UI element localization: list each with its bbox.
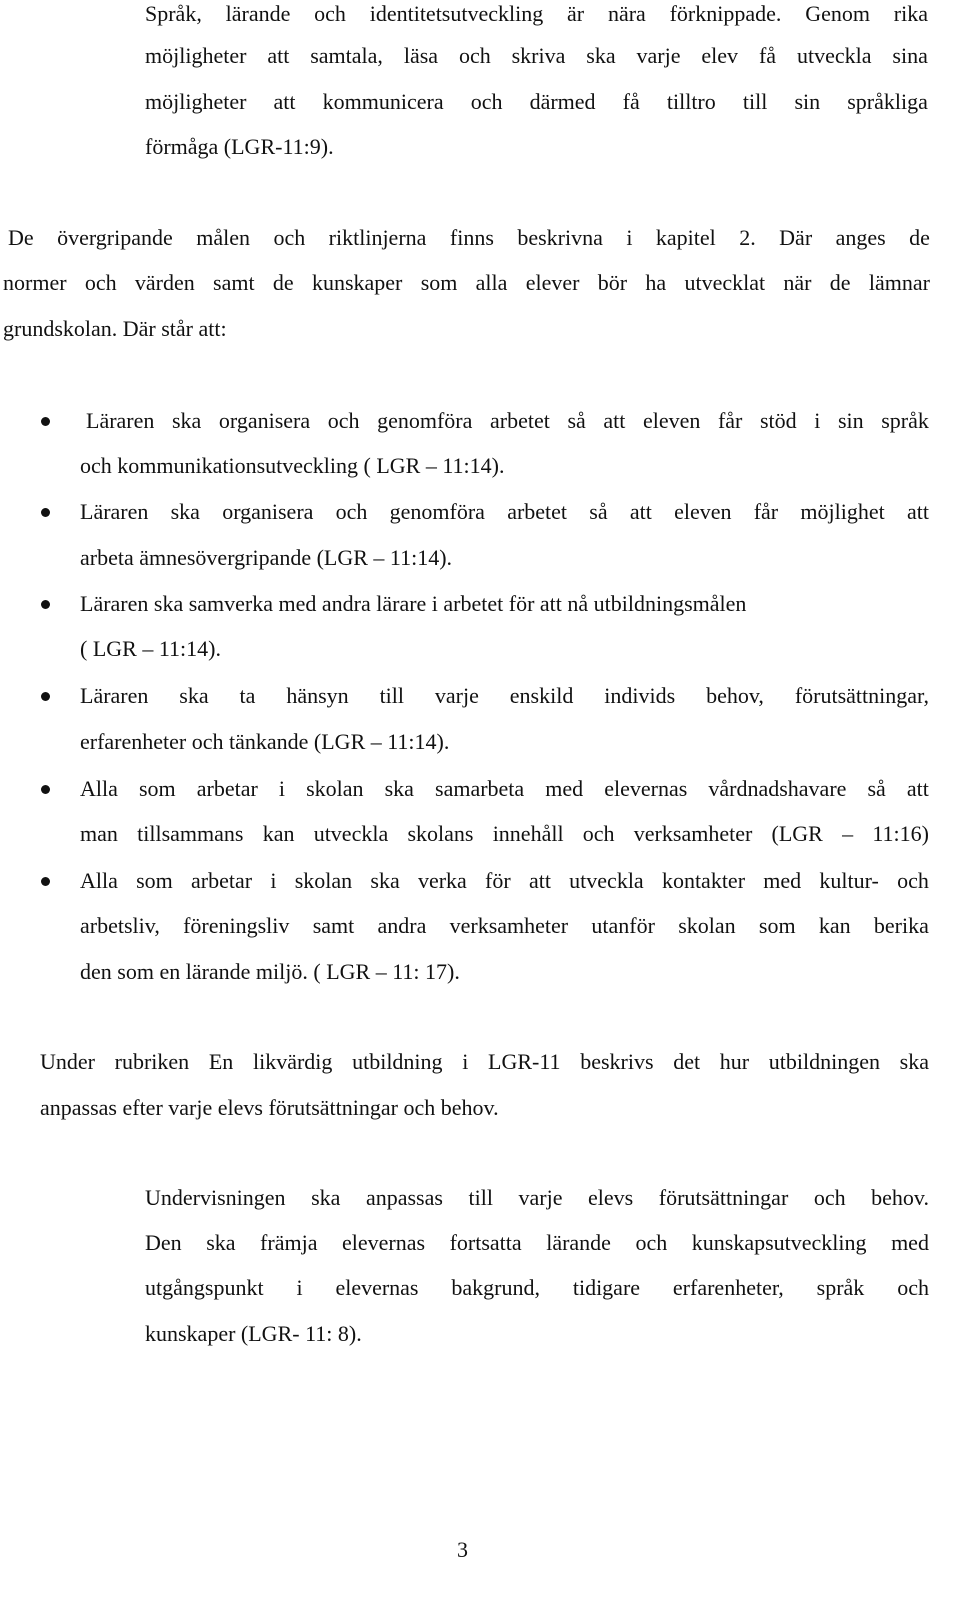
bullet-icon [41,785,50,794]
text-line: Språk, lärande och identitetsutveckling är nära förknippade. Genom rika [145,1,928,26]
text-line: grundskolan. Där står att: [3,316,227,341]
text-line: Läraren ska samverka med andra lärare i arbetet för att nå utbildningsmålen [80,591,747,616]
text-line: man tillsammans kan utveckla skolans innehåll och verksamheter (LGR – 11:16) [80,821,929,846]
text-line: normer och värden samt de kunskaper som alla elever bör ha utvecklat när de lämnar [3,270,930,295]
text-line: De övergripande målen och riktlinjerna finns beskrivna i kapitel 2. Där anges de [8,225,930,250]
text-line: arbeta ämnesövergripande (LGR – 11:14). [80,545,453,570]
text-line: kunskaper (LGR- 11: 8). [145,1321,362,1346]
text-line: erfarenheter och tänkande (LGR – 11:14). [80,729,450,754]
page-number: 3 [457,1537,468,1562]
text-line: Alla som arbetar i skolan ska samarbeta med elevernas vårdnadshavare så att [80,776,929,801]
text-line: förmåga (LGR-11:9). [145,134,334,159]
text-line: Läraren ska organisera och genomföra arbetet så att eleven får stöd i sin språk [86,408,929,433]
bullet-icon [41,600,50,609]
text-line: Under rubriken En likvärdig utbildning i LGR-11 beskrivs det hur utbildningen ska [40,1049,929,1074]
text-line: Läraren ska organisera och genomföra arbetet så att eleven får möjlighet att [80,499,929,524]
text-line: utgångspunkt i elevernas bakgrund, tidigare erfarenheter, språk och [145,1275,929,1300]
text-line: arbetsliv, föreningsliv samt andra verksamheter utanför skolan som kan berika [80,913,929,938]
bullet-icon [41,508,50,517]
text-line: Alla som arbetar i skolan ska verka för att utveckla kontakter med kultur- och [80,868,929,893]
text-line: och kommunikationsutveckling ( LGR – 11:14). [80,453,505,478]
text-line: möjligheter att samtala, läsa och skriva ska varje elev få utveckla sina [145,43,928,68]
text-line: ( LGR – 11:14). [80,636,221,661]
bullet-icon [41,692,50,701]
text-line: Den ska främja elevernas fortsatta lärande och kunskapsutveckling med [145,1230,929,1255]
bullet-icon [41,877,50,886]
text-line: den som en lärande miljö. ( LGR – 11: 17). [80,959,460,984]
text-line: anpassas efter varje elevs förutsättningar och behov. [40,1095,499,1120]
text-line: Undervisningen ska anpassas till varje elevs förutsättningar och behov. [145,1185,929,1210]
bullet-icon [41,417,50,426]
text-line: möjligheter att kommunicera och därmed få tilltro till sin språkliga [145,89,928,114]
text-line: Läraren ska ta hänsyn till varje enskild individs behov, förutsättningar, [80,683,929,708]
